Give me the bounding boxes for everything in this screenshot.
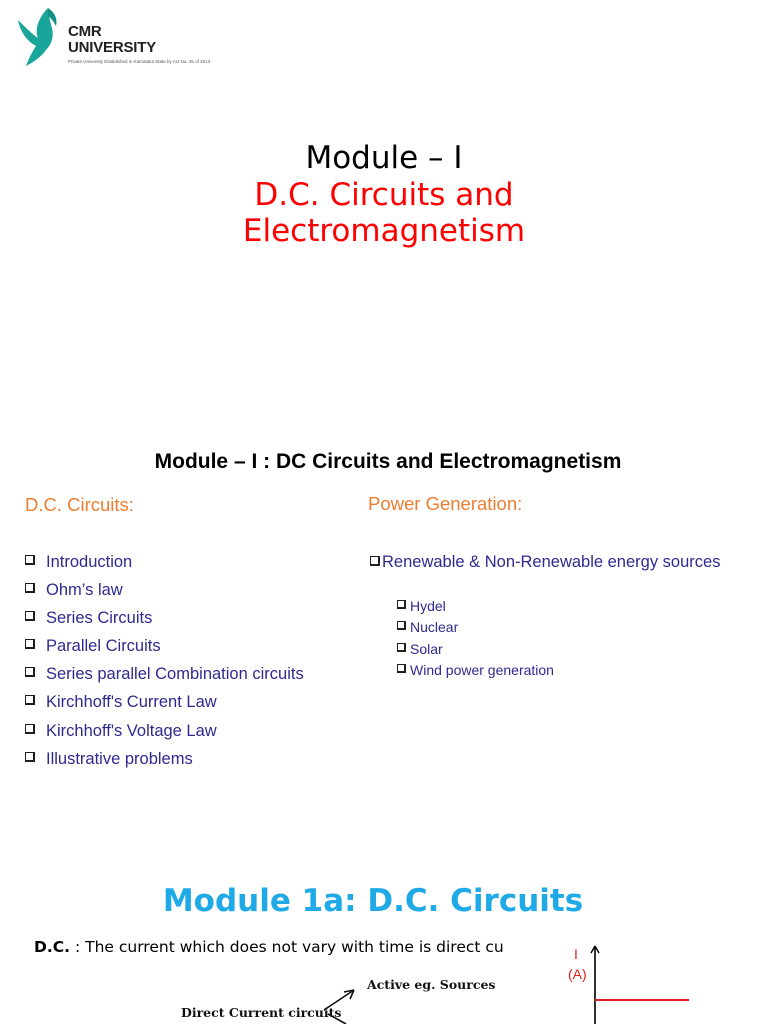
- logo-line2: UNIVERSITY: [68, 39, 157, 56]
- bird-logo-icon: [14, 6, 66, 68]
- dc-circuits-slide: [0, 860, 768, 1024]
- module-subtitle-line2: Electromagnetism: [242, 213, 526, 249]
- list-item-label: Hydel: [410, 598, 446, 614]
- diagram-branch-active: Active eg. Sources: [367, 977, 496, 992]
- checkbox-bullet-icon: [25, 583, 35, 593]
- checkbox-bullet-icon: [25, 724, 35, 734]
- list-item: [370, 552, 740, 573]
- list-item: [25, 748, 304, 776]
- checkbox-bullet-icon: [25, 639, 35, 649]
- list-item-label: Kirchhoff's Current Law: [46, 693, 217, 712]
- graph-y-label: I: [574, 946, 578, 962]
- checkbox-bullet-icon: [25, 555, 35, 565]
- list-item-label: Parallel Circuits: [46, 637, 161, 656]
- list-item: [25, 551, 304, 579]
- module-subtitle-line1: D.C. Circuits and: [254, 177, 514, 213]
- checkbox-bullet-icon: [25, 752, 35, 762]
- slide-title: Module 1a: D.C. Circuits: [162, 883, 584, 919]
- dc-circuits-list: [25, 551, 304, 776]
- list-item: [25, 691, 304, 719]
- logo-line1: CMR: [68, 23, 102, 40]
- power-generation-list: [370, 552, 740, 573]
- logo-tagline: Private University Established in Karnataka State by Act No. 45 of 2013: [68, 59, 211, 64]
- current-time-graph: [560, 940, 700, 1024]
- list-item: [25, 663, 304, 691]
- graph-y-unit: (A): [568, 966, 587, 982]
- title-slide: [0, 0, 768, 390]
- diagram-arrows: [322, 984, 382, 1024]
- dc-definition: [34, 938, 544, 956]
- list-item-label: Kirchhoff's Voltage Law: [46, 721, 217, 740]
- list-item-label: Introduction: [46, 553, 133, 571]
- syllabus-title: Module – I : DC Circuits and Electromagnetism: [154, 450, 622, 473]
- checkbox-bullet-icon: [397, 621, 406, 630]
- module-title: Module – I: [305, 140, 463, 176]
- list-item: [397, 640, 554, 661]
- checkbox-bullet-icon: [25, 667, 35, 677]
- list-item: [397, 597, 554, 618]
- list-item-label: Series parallel Combination circuits: [46, 665, 304, 684]
- checkbox-bullet-icon: [397, 664, 406, 673]
- checkbox-bullet-icon: [370, 556, 380, 566]
- energy-sources-sublist: [397, 597, 554, 682]
- list-item: [25, 607, 304, 635]
- checkbox-bullet-icon: [397, 643, 406, 652]
- definition-term: D.C.: [34, 938, 71, 956]
- checkbox-bullet-icon: [25, 611, 35, 621]
- list-item: [397, 618, 554, 639]
- list-item-label: Illustrative problems: [46, 749, 193, 768]
- checkbox-bullet-icon: [397, 600, 406, 609]
- graph-axes: [560, 940, 700, 1024]
- power-generation-heading: Power Generation:: [368, 493, 523, 514]
- list-item: [25, 720, 304, 748]
- university-logo: [14, 6, 211, 68]
- list-item-label: Nuclear: [410, 619, 459, 636]
- list-item: [25, 635, 304, 663]
- dc-circuits-heading: D.C. Circuits:: [25, 494, 134, 515]
- list-item-label: Renewable & Non-Renewable energy sources: [382, 553, 721, 571]
- list-item: [25, 579, 304, 607]
- definition-text: : The current which does not vary with time is direct cu: [70, 938, 504, 956]
- list-item: [397, 661, 554, 682]
- syllabus-slide: [0, 430, 768, 790]
- list-item-label: Ohm’s law: [46, 581, 123, 600]
- checkbox-bullet-icon: [25, 695, 35, 705]
- logo-wordmark: [68, 24, 156, 56]
- list-item-label: Series Circuits: [46, 609, 153, 628]
- list-item-label: Solar: [410, 640, 443, 657]
- module-subtitle: [0, 177, 768, 249]
- list-item-label: Wind power generation: [410, 661, 554, 678]
- diagram-root: Direct Current circuits: [181, 1005, 342, 1020]
